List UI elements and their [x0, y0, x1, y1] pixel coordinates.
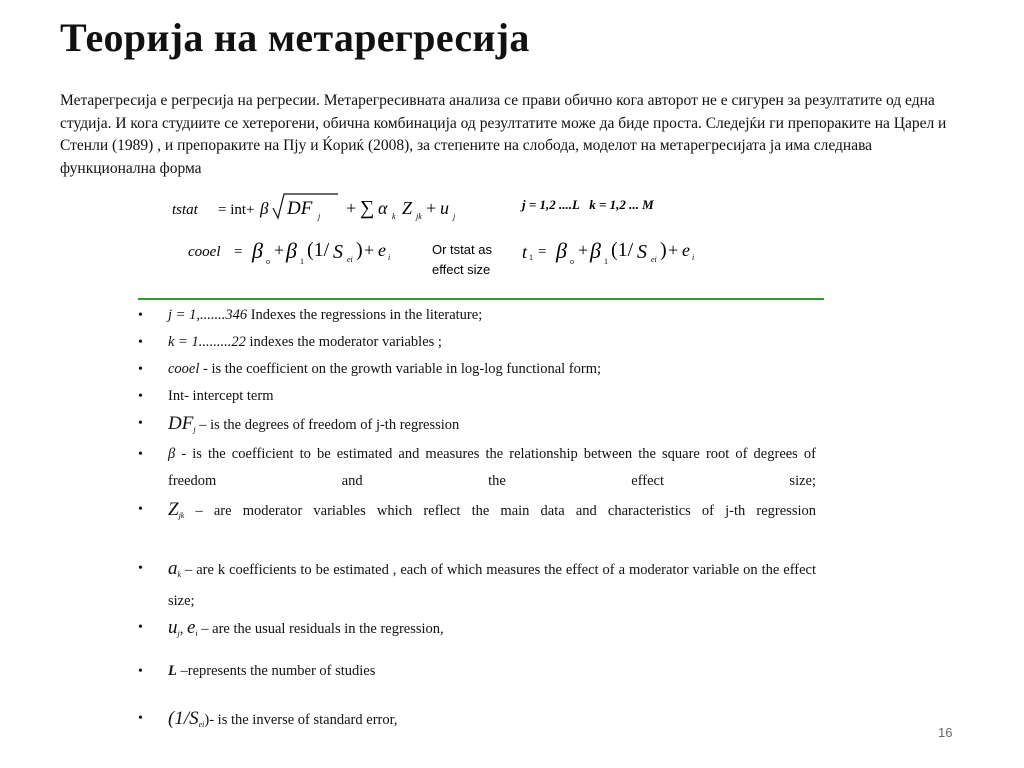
- eq2-beta1-sub: 1: [300, 257, 304, 266]
- eq2-paren2: ): [356, 239, 363, 261]
- symbol: u: [168, 617, 178, 638]
- item-text: Int- intercept term: [168, 388, 274, 404]
- eq2-e-sub: i: [388, 253, 391, 262]
- eq2-plus: +: [274, 240, 285, 260]
- symbol: β: [168, 446, 176, 462]
- page-number: 16: [938, 725, 953, 740]
- divider-line: [138, 298, 824, 300]
- eq1-lhs: tstat: [172, 202, 198, 218]
- eq2-e: e: [378, 240, 386, 260]
- item-text: )- is the inverse of standard error,: [204, 712, 398, 728]
- eq2-beta0: β: [252, 238, 263, 263]
- eq2-effect: effect size: [432, 262, 491, 277]
- eq3-beta1-sub: 1: [604, 257, 608, 266]
- bullet: •: [138, 335, 143, 350]
- equation-block: [170, 192, 810, 292]
- item-text: indexes the moderator variables ;: [245, 334, 442, 350]
- eq1-z-sub: jk: [416, 212, 422, 221]
- eq2-beta1: β: [286, 238, 297, 263]
- item-text: – are k coefficients to be estimated , each of which measures the effect of a moderator variable on the effect size;: [168, 562, 816, 609]
- bullet: •: [138, 664, 143, 679]
- eq1-beta: β: [260, 199, 269, 218]
- eq3-eq: =: [538, 244, 547, 260]
- item-text: - is the coefficient to be estimated and measures the relationship between the square root of degrees of freedom and the effect size;: [168, 446, 816, 489]
- bullet: •: [138, 561, 143, 576]
- eq3-beta1: β: [590, 238, 601, 263]
- eq1-df-sub: j: [318, 212, 321, 221]
- eq1-ranges: j = 1,2 ....L k = 1,2 ... M: [522, 197, 654, 212]
- slide-title: Теорија на метарегресија: [60, 15, 530, 60]
- eq1-df: DF: [287, 198, 313, 219]
- eq1-u: u: [440, 198, 449, 218]
- bullet: •: [138, 711, 143, 726]
- eq3-beta0: β: [556, 238, 567, 263]
- item-text: - is the coefficient on the growth variable in log-log functional form;: [199, 361, 601, 377]
- eq3-t: t: [522, 242, 528, 262]
- bullet: •: [138, 620, 143, 635]
- intro-paragraph: Метарегресија е регресија на регресии. Метарегресивната анализа се прави обично кога авторот не е сигурен за резултатите од една студија. И кога студиите се хетерогени, обична комбинација од резултатите може да биде проста. Следејќи ги препораките на Царел и Стенли (1989) , и препораките на Пју и Ќориќ (2008), за степените на слобода, моделот на метарегресијата ја има следнава функционална форма: [60, 92, 947, 177]
- symbol: DF: [168, 413, 194, 434]
- eq2-eq: =: [234, 244, 243, 260]
- item-text: – is the degrees of freedom of j-th regression: [195, 417, 460, 433]
- bullet: •: [138, 389, 143, 404]
- item-text: – are moderator variables which reflect the main data and characteristics of j-th regression: [184, 503, 816, 519]
- eq1-u-sub: j: [453, 212, 456, 221]
- eq1-alpha: α: [378, 198, 388, 218]
- eq1-plus: +: [346, 198, 357, 218]
- eq3-plus: +: [578, 240, 589, 260]
- symbol: j = 1,.......346: [168, 307, 248, 323]
- equations-svg: [170, 192, 810, 292]
- bullet: •: [138, 416, 143, 431]
- eq2-s-sub: ei: [347, 255, 353, 264]
- eq3-plus2: +: [668, 240, 679, 260]
- symbol: (1/S: [168, 708, 199, 729]
- bullet: •: [138, 447, 143, 462]
- symbol: k = 1.........22: [168, 334, 246, 350]
- eq3-e-sub: i: [692, 253, 695, 262]
- eq2-beta0-sub: o: [266, 257, 270, 266]
- item-text: –represents the number of studies: [176, 663, 376, 679]
- bullet: •: [138, 308, 143, 323]
- symbol: Z: [168, 499, 179, 520]
- eq2-plus2: +: [364, 240, 375, 260]
- symbol: L: [168, 663, 177, 679]
- eq1-sum: ∑: [360, 197, 375, 219]
- eq3-paren: (1/: [611, 239, 634, 261]
- eq3-beta0-sub: o: [570, 257, 574, 266]
- eq1-z: Z: [402, 198, 413, 218]
- eq3-s-sub: ei: [651, 255, 657, 264]
- eq3-t-sub: 1: [529, 253, 533, 262]
- eq1-int: = int+: [218, 202, 255, 218]
- eq3-s: S: [637, 241, 647, 263]
- bullet: •: [138, 362, 143, 377]
- eq1-plus2: +: [426, 198, 437, 218]
- eq3-paren2: ): [660, 239, 667, 261]
- eq3-e: e: [682, 240, 690, 260]
- eq2-s: S: [333, 241, 343, 263]
- symbol: cooel: [168, 361, 200, 377]
- item-text: – are the usual residuals in the regression,: [197, 621, 444, 637]
- item-text: Indexes the regressions in the literature;: [247, 307, 483, 323]
- eq2-or: Or tstat as: [432, 242, 492, 257]
- eq1-alpha-sub: k: [392, 212, 396, 221]
- eq2-lhs: cooel: [188, 244, 221, 260]
- eq2-paren: (1/: [307, 239, 330, 261]
- symbol: a: [168, 558, 178, 579]
- bullet: •: [138, 502, 143, 517]
